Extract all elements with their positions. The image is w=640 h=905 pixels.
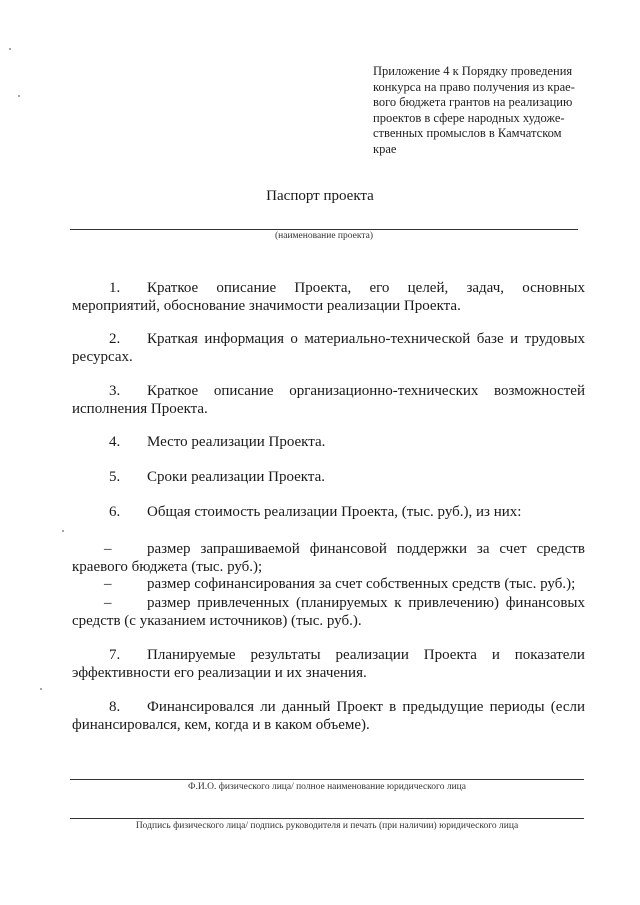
signature-line [70, 818, 584, 819]
list-item [72, 382, 585, 418]
item-text-cont: эффективности его реализации и их значения. [72, 665, 367, 681]
sub-item-text-cont: краевого бюджета (тыс. руб.); [72, 559, 263, 575]
appendix-line: проектов в сфере народных художе- [373, 110, 565, 125]
appendix-note [373, 64, 589, 157]
appendix-line: конкурса на право получения из крае- [373, 79, 575, 94]
item-word: реализации [335, 647, 409, 663]
item-text-cont: ресурсах. [72, 349, 133, 365]
item-word: Планируемые [147, 647, 236, 663]
item-text: Место реализации Проекта. [147, 434, 326, 450]
appendix-line: ственных промыслов в Камчатском [373, 126, 562, 140]
item-number: 1. [109, 280, 121, 296]
item-word: возможностей [494, 383, 585, 399]
item-text-cont: финансировался, кем, когда и в каком объеме). [72, 717, 370, 733]
item-word: задач, [466, 280, 505, 296]
item-number: 5. [109, 469, 121, 485]
item-word: Проекта, [294, 280, 352, 296]
project-name-line [70, 229, 578, 230]
item-word: его [369, 280, 390, 296]
scan-speck [40, 688, 42, 690]
sub-item-text: размер запрашиваемой финансовой поддержки за счет средств [147, 541, 585, 557]
list-item [72, 698, 585, 734]
list-item [72, 646, 585, 682]
item-word: основных [522, 280, 585, 296]
sub-item-text-cont: средств (с указанием источников) (тыс. руб.). [72, 613, 362, 629]
item-word: показатели [514, 647, 585, 663]
item-word: и [491, 647, 500, 663]
item-text: Краткая информация о материально-технической базе и трудовых [147, 331, 585, 347]
sub-item-text: размер софинансирования за счет собственных средств (тыс. руб.); [147, 576, 576, 592]
sub-item-text: размер привлеченных (планируемых к привлечению) финансовых [147, 595, 585, 611]
sub-item [72, 575, 585, 593]
dash-marker: – [104, 595, 112, 611]
list-item [72, 330, 585, 366]
scan-speck [18, 95, 20, 97]
dash-marker: – [104, 541, 112, 557]
item-text-cont: исполнения Проекта. [72, 401, 208, 417]
item-number: 6. [109, 504, 121, 520]
list-item [72, 279, 585, 315]
item-number: 4. [109, 434, 121, 450]
item-text: Общая стоимость реализации Проекта, (тыс. руб.), из них: [147, 504, 522, 520]
item-number: 3. [109, 383, 121, 399]
item-number: 7. [109, 647, 121, 663]
appendix-line: вого бюджета грантов на реализацию [373, 95, 573, 109]
item-text: Сроки реализации Проекта. [147, 469, 326, 485]
scan-speck [9, 48, 11, 50]
item-word: Краткое [147, 383, 199, 399]
signature-caption: Подпись физического лица/ подпись руководителя и печать (при наличии) юридического лица [135, 821, 519, 831]
item-word: описание [216, 280, 277, 296]
dash-marker: – [104, 576, 112, 592]
list-item [72, 433, 585, 451]
list-item [72, 468, 585, 486]
item-text-cont: мероприятий, обоснование значимости реализации Проекта. [72, 298, 461, 314]
sub-item [72, 540, 585, 576]
item-text: Финансировался ли данный Проект в предыдущие периоды (если [147, 699, 585, 715]
item-number: 8. [109, 699, 121, 715]
scan-speck [62, 530, 64, 532]
item-word: Проекта [423, 647, 477, 663]
item-word: Краткое [147, 280, 199, 296]
name-caption: Ф.И.О. физического лица/ полное наименование юридического лица [188, 782, 466, 792]
item-word: описание [213, 383, 274, 399]
list-item [72, 503, 585, 521]
name-line [70, 779, 584, 780]
appendix-line: крае [373, 141, 397, 156]
appendix-line: Приложение 4 к Порядку проведения [373, 64, 573, 78]
item-number: 2. [109, 331, 121, 347]
item-word: целей, [407, 280, 449, 296]
document-title: Паспорт проекта [266, 188, 374, 204]
item-word: организационно-технических [289, 383, 479, 399]
item-word: результаты [250, 647, 321, 663]
project-name-caption: (наименование проекта) [274, 231, 373, 241]
sub-item [72, 594, 585, 630]
